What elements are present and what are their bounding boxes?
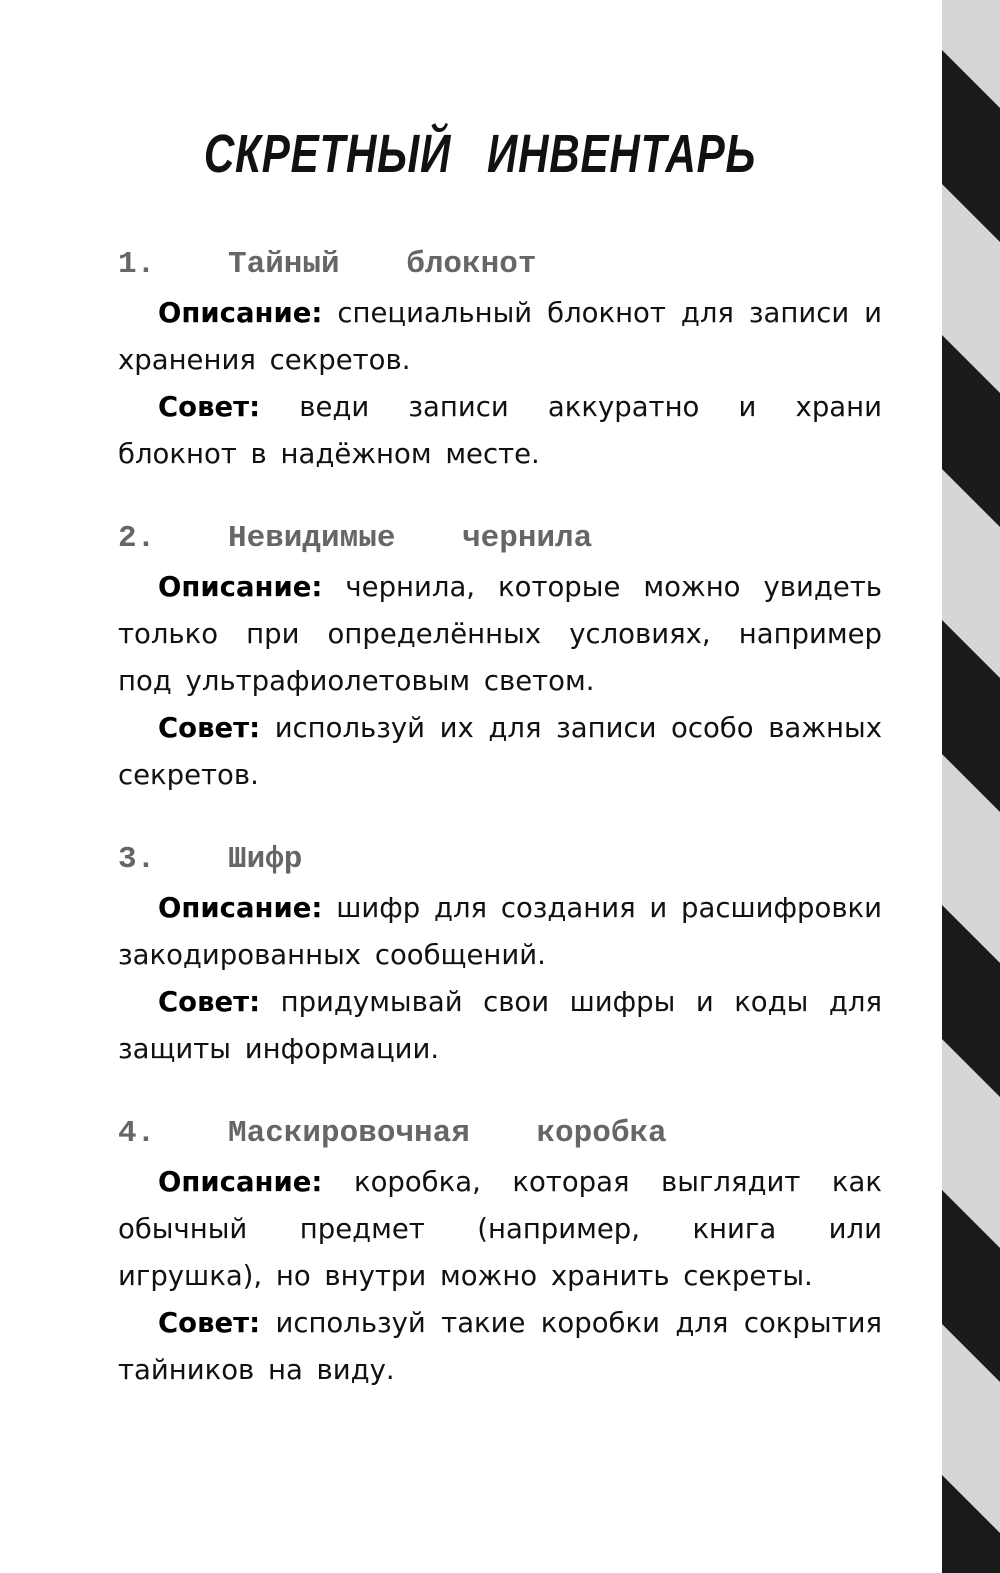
item-name: Невидимые чернила bbox=[228, 521, 593, 556]
description-text: специальный блокнот для записи и хранения секретов. bbox=[118, 297, 882, 376]
item-tip bbox=[118, 384, 882, 478]
item-description bbox=[118, 1159, 882, 1300]
item-name: Маскировочная коробка bbox=[228, 1116, 667, 1151]
description-text: шифр для создания и расшифровки закодированных сообщений. bbox=[118, 892, 883, 971]
hazard-stripe-border bbox=[942, 0, 1000, 1573]
item-number: 1. bbox=[118, 247, 156, 282]
tip-label: Совет: bbox=[158, 986, 261, 1018]
hazard-stripes-graphic bbox=[942, 0, 1000, 1573]
item-description bbox=[118, 885, 882, 979]
description-label: Описание: bbox=[158, 892, 323, 924]
description-label: Описание: bbox=[158, 297, 323, 329]
description-text: коробка, которая выглядит как обычный предмет (например, книга или игрушка), но внутри можно хранить секреты. bbox=[118, 1166, 882, 1292]
item-tip bbox=[118, 1300, 882, 1394]
inventory-item-3 bbox=[118, 839, 882, 1073]
item-heading bbox=[118, 518, 882, 564]
item-name: Шифр bbox=[228, 842, 303, 877]
inventory-item-2 bbox=[118, 518, 882, 799]
tip-label: Совет: bbox=[158, 712, 261, 744]
tip-text: используй такие коробки для сокрытия тайников на виду. bbox=[118, 1307, 882, 1386]
item-name: Тайный блокнот bbox=[228, 247, 537, 282]
tip-label: Совет: bbox=[158, 1307, 261, 1339]
item-tip bbox=[118, 705, 882, 799]
item-number: 4. bbox=[118, 1116, 156, 1151]
tip-label: Совет: bbox=[158, 391, 261, 423]
description-text: чернила, которые можно увидеть только при определённых условиях, например под ультрафиолетовым светом. bbox=[118, 571, 882, 697]
item-number: 2. bbox=[118, 521, 156, 556]
page-title: СКРЕТНЫЙ ИНВЕНТАРЬ bbox=[203, 124, 757, 184]
description-label: Описание: bbox=[158, 1166, 323, 1198]
item-description bbox=[118, 290, 882, 384]
tip-text: веди записи аккуратно и храни блокнот в надёжном месте. bbox=[118, 391, 882, 470]
item-heading bbox=[118, 244, 882, 290]
item-heading bbox=[118, 839, 882, 885]
item-number: 3. bbox=[118, 842, 156, 877]
item-tip bbox=[118, 979, 882, 1073]
item-heading bbox=[118, 1113, 882, 1159]
description-label: Описание: bbox=[158, 571, 323, 603]
inventory-item-4 bbox=[118, 1113, 882, 1394]
inventory-item-1 bbox=[118, 244, 882, 478]
tip-text: придумывай свои шифры и коды для защиты информации. bbox=[118, 986, 882, 1065]
tip-text: используй их для записи особо важных секретов. bbox=[118, 712, 882, 791]
item-description bbox=[118, 564, 882, 705]
